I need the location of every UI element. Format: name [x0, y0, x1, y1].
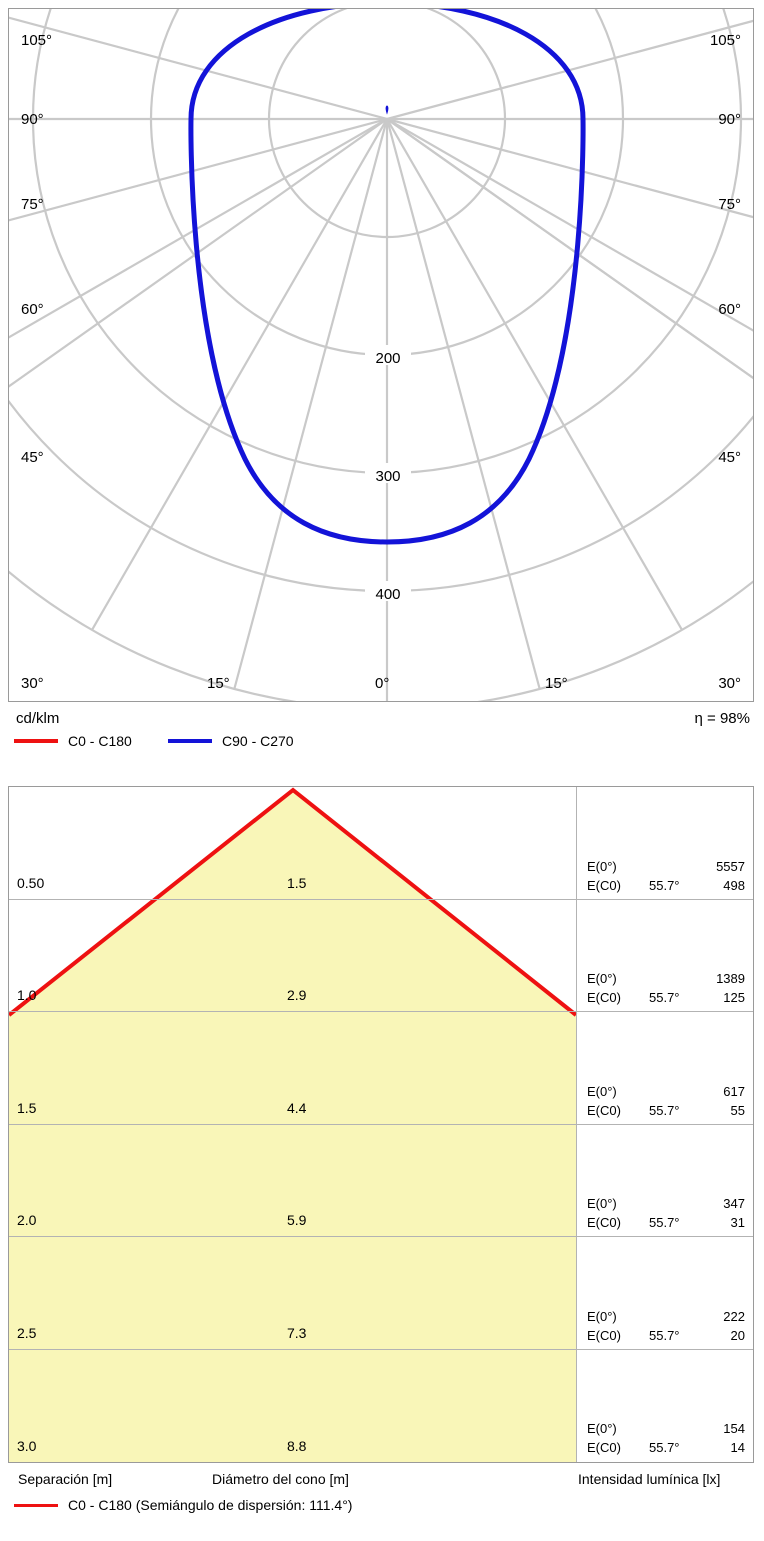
ec0-value: 31 [730, 1215, 745, 1230]
angle-label-left-90: 90° [21, 111, 44, 128]
ec0-angle: 55.7° [649, 1215, 680, 1230]
separation-value: 2.0 [17, 1212, 37, 1228]
angle-label-right-30: 30° [718, 675, 741, 692]
ec0-value: 498 [723, 877, 745, 893]
cone-diagram-frame [8, 786, 754, 1463]
diameter-value: 4.4 [287, 1099, 307, 1116]
efficiency-label: η = 98% [694, 710, 750, 727]
legend-swatch-c90-c270 [168, 739, 212, 743]
e0-label: E(0°) [587, 971, 617, 986]
e0-value: 222 [723, 1308, 745, 1324]
ec0-value: 20 [730, 1327, 745, 1343]
legend-swatch-c0-c180 [14, 1504, 58, 1507]
ec0-label: E(C0) [587, 990, 621, 1005]
ec0-label: E(C0) [587, 1327, 621, 1343]
illuminance-cell [577, 787, 753, 900]
e0-label: E(0°) [587, 1196, 617, 1211]
angle-label-bottom-0: 0° [375, 675, 390, 692]
e0-value: 1389 [716, 971, 745, 986]
separation-value: 1.0 [17, 987, 37, 1003]
legend-item-c90-c270 [168, 733, 294, 749]
e0-label: E(0°) [587, 858, 617, 874]
illuminance-cell [577, 900, 753, 1013]
e0-value: 617 [723, 1083, 745, 1099]
polar-legend [8, 733, 754, 755]
angle-label-left-45: 45° [21, 449, 44, 466]
radial-label-300: 300 [375, 468, 401, 485]
e0-value: 347 [723, 1196, 745, 1211]
legend-label-c0-c180: C0 - C180 [68, 733, 132, 749]
angle-label-left-105: 105° [21, 32, 53, 49]
separation-value: 3.0 [17, 1438, 37, 1454]
diameter-value: 8.8 [287, 1438, 307, 1454]
illuminance-cell [577, 1012, 753, 1125]
ec0-label: E(C0) [587, 1215, 621, 1230]
footer-separation-label: Separación [m] [18, 1471, 113, 1487]
angle-label-bottom-15-right: 15° [545, 675, 568, 692]
radial-label-200: 200 [375, 350, 401, 367]
e0-label: E(0°) [587, 1421, 617, 1436]
angle-label-right-60: 60° [718, 301, 741, 318]
illuminance-cell [577, 1350, 753, 1463]
separation-value: 0.50 [17, 874, 45, 891]
e0-label: E(0°) [587, 1308, 617, 1324]
footer-diameter-label: Diámetro del cono [m] [212, 1471, 349, 1487]
legend-item-c0-c180 [14, 733, 132, 749]
polar-diagram-plot [9, 9, 753, 701]
cone-legend-label: C0 - C180 (Semiángulo de dispersión: 111.4°) [68, 1497, 353, 1513]
diameter-value: 1.5 [287, 874, 307, 891]
ec0-label: E(C0) [587, 877, 621, 893]
ec0-label: E(C0) [587, 1440, 621, 1455]
angle-label-bottom-15-left: 15° [207, 675, 230, 692]
ec0-angle: 55.7° [649, 990, 680, 1005]
polar-diagram-block [8, 8, 756, 758]
angle-label-left-60: 60° [21, 301, 44, 318]
ec0-angle: 55.7° [649, 1102, 680, 1118]
polar-diagram-frame [8, 8, 754, 702]
ec0-angle: 55.7° [649, 1327, 680, 1343]
separation-value: 2.5 [17, 1324, 37, 1341]
cone-diagram-block [8, 786, 756, 1523]
angle-label-right-90: 90° [718, 111, 741, 128]
ec0-angle: 55.7° [649, 877, 680, 893]
cone-legend [14, 1497, 352, 1513]
diameter-value: 2.9 [287, 987, 307, 1003]
unit-label: cd/klm [16, 710, 60, 727]
e0-label: E(0°) [587, 1083, 617, 1099]
e0-value: 154 [723, 1421, 745, 1436]
angle-label-left-30: 30° [21, 675, 44, 692]
illuminance-cell [577, 1237, 753, 1350]
angle-label-right-105: 105° [709, 32, 741, 49]
angle-label-right-75: 75° [718, 196, 741, 213]
diameter-value: 5.9 [287, 1212, 307, 1228]
footer-illuminance-label: Intensidad lumínica [lx] [578, 1471, 721, 1487]
ec0-value: 55 [730, 1102, 745, 1118]
radial-label-400: 400 [375, 586, 401, 603]
ec0-label: E(C0) [587, 1102, 621, 1118]
polar-diagram-footer [8, 702, 754, 758]
legend-label-c90-c270: C90 - C270 [222, 733, 294, 749]
illuminance-cell [577, 1125, 753, 1238]
cone-diagram-footer [8, 1463, 754, 1523]
diameter-value: 7.3 [287, 1324, 307, 1341]
ec0-angle: 55.7° [649, 1440, 680, 1455]
e0-value: 5557 [716, 858, 745, 874]
legend-swatch-c0-c180 [14, 739, 58, 743]
angle-label-left-75: 75° [21, 196, 44, 213]
ec0-value: 125 [723, 990, 745, 1005]
separation-value: 1.5 [17, 1099, 37, 1116]
ec0-value: 14 [730, 1440, 745, 1455]
angle-label-right-45: 45° [718, 449, 741, 466]
